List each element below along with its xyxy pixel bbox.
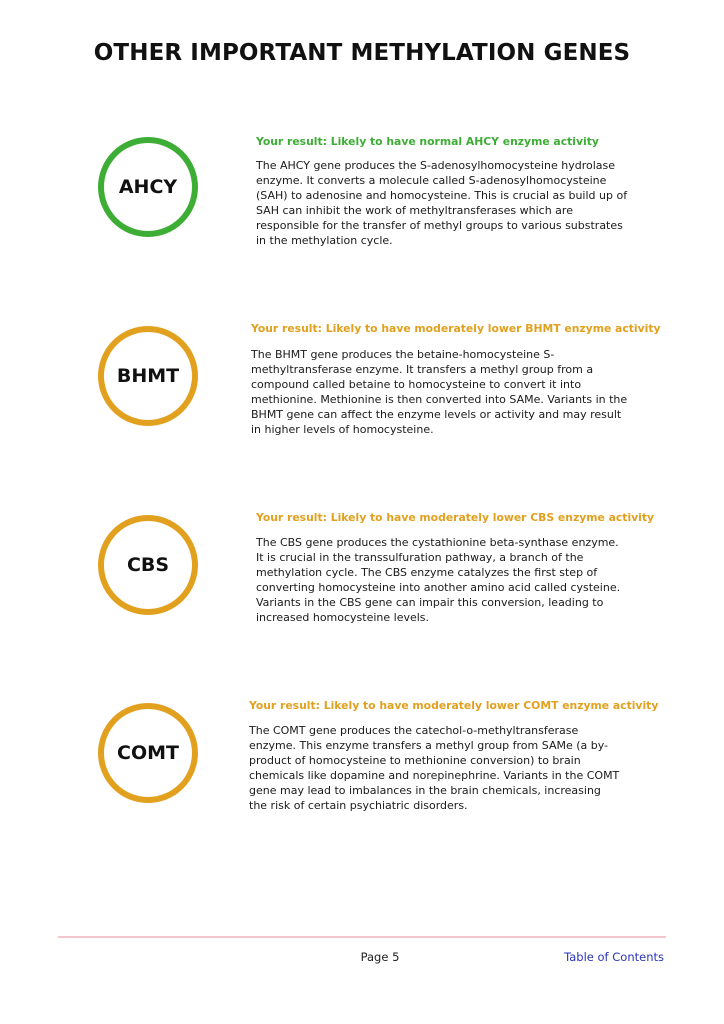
- gene-badge-label: AHCY: [118, 176, 178, 198]
- page-title: OTHER IMPORTANT METHYLATION GENES: [93, 40, 631, 66]
- gene-description: The CBS gene produces the cystathionine beta-synthase enzyme. It is crucial in the transsulfuration pathway, a branch of the methylation cycle. The CBS enzyme catalyzes the first step of converting homocysteine into another amino acid called cysteine. Variants in the CBS gene can impair this conversion, leading to increased homocysteine levels.: [256, 536, 621, 624]
- gene-badge-label: BHMT: [116, 365, 180, 387]
- gene-badge: [98, 137, 198, 237]
- footer-divider: [58, 936, 666, 938]
- table-of-contents-link[interactable]: Table of Contents: [564, 950, 664, 964]
- gene-badge: [98, 515, 198, 615]
- gene-section-bhmt: [0, 316, 724, 456]
- result-line: Your result: Likely to have moderately lower COMT enzyme activity: [249, 699, 659, 712]
- gene-description: The BHMT gene produces the betaine-homocysteine S-methyltransferase enzyme. It transfers a methyl group from a compound called betaine to homocysteine to convert it into methionine. Methionine is then converted into SAMe. Variants in the BHMT gene can affect the enzyme levels or activity and may result in higher levels of homocysteine.: [251, 348, 628, 436]
- page-number: Page 5: [360, 950, 400, 964]
- gene-description: The COMT gene produces the catechol-o-methyltransferase enzyme. This enzyme transfers a methyl group from SAMe (a by-product of homocysteine to methionine conversion) to brain chemicals like dopamine and norepinephrine. Variants in the COMT gene may lead to imbalances in the brain chemicals, increasing the risk of certain psychiatric disorders.: [249, 724, 620, 812]
- gene-badge: [98, 703, 198, 803]
- gene-section-ahcy: [0, 128, 724, 268]
- result-line: Your result: Likely to have moderately lower CBS enzyme activity: [256, 511, 655, 524]
- gene-section-comt: [0, 692, 724, 832]
- gene-description: The AHCY gene produces the S-adenosylhomocysteine hydrolase enzyme. It converts a molecule called S-adenosylhomocysteine (SAH) to adenosine and homocysteine. This is crucial as build up of SAH can inhibit the work of methyltransferases which are responsible for the transfer of methyl groups to various substrates in the methylation cycle.: [256, 159, 628, 247]
- result-line: Your result: Likely to have moderately lower BHMT enzyme activity: [251, 322, 661, 335]
- result-line: Your result: Likely to have normal AHCY enzyme activity: [256, 135, 599, 148]
- gene-badge-label: CBS: [126, 554, 170, 576]
- gene-section-cbs: [0, 504, 724, 644]
- gene-badge: [98, 326, 198, 426]
- gene-badge-label: COMT: [117, 742, 179, 764]
